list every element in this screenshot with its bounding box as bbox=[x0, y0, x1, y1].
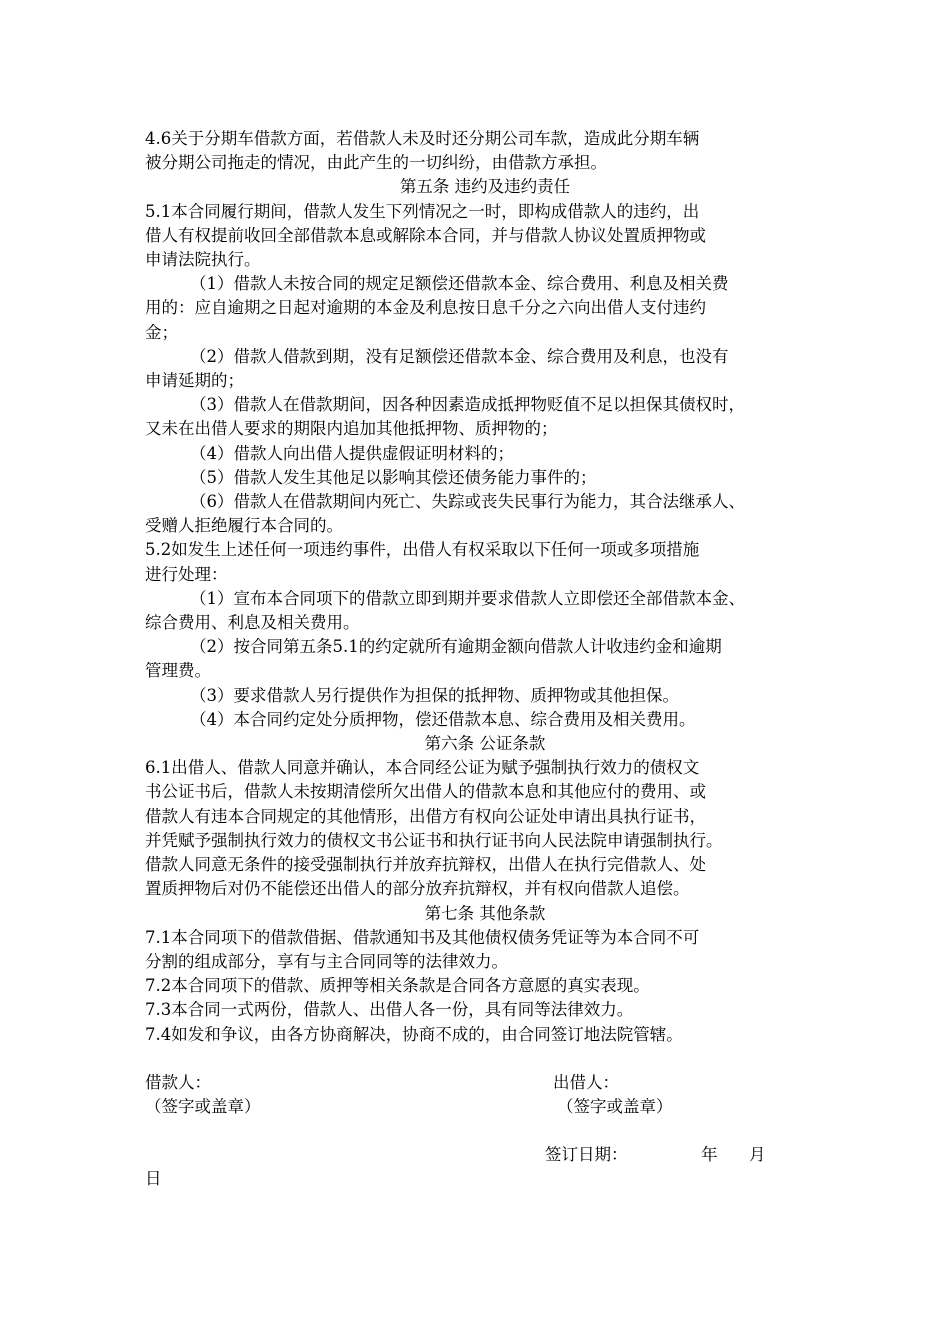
signature-labels bbox=[145, 1071, 825, 1095]
signing-date-row bbox=[145, 1143, 825, 1167]
measure-1-line2: 综合费用、利息及相关费用。 bbox=[145, 613, 360, 633]
borrower-sign-note: （签字或盖章） bbox=[145, 1096, 261, 1116]
clause-4-6-line2: 被分期公司拖走的情况，由此产生的一切纠纷，由借款方承担。 bbox=[145, 153, 607, 173]
item-6-line2: 受赠人拒绝履行本合同的。 bbox=[145, 516, 343, 536]
date-day: 日 bbox=[145, 1169, 162, 1189]
item-1-line1: （1）借款人未按合同的规定足额偿还借款本金、综合费用、利息及相关费 bbox=[190, 274, 729, 294]
measure-2-line2: 管理费。 bbox=[145, 661, 211, 681]
clause-6-1-line2: 书公证书后，借款人未按期清偿所欠出借人的借款本息和其他应付的费用、或 bbox=[145, 782, 706, 802]
measure-3: （3）要求借款人另行提供作为担保的抵押物、质押物或其他担保。 bbox=[190, 685, 679, 705]
item-1-line3: 金； bbox=[145, 322, 178, 342]
date-year: 年 bbox=[701, 1145, 718, 1165]
measure-4: （4）本合同约定处分质押物，偿还借款本息、综合费用及相关费用。 bbox=[190, 709, 696, 729]
date-label: 签订日期： bbox=[545, 1145, 628, 1165]
item-4: （4）借款人向出借人提供虚假证明材料的； bbox=[190, 443, 514, 463]
clause-6-1-line1: 6.1出借人、借款人同意并确认，本合同经公证为赋予强制执行效力的债权文 bbox=[145, 758, 700, 778]
clause-6-1-line4: 并凭赋予强制执行效力的债权文书公证书和执行证书向人民法院申请强制执行。 bbox=[145, 830, 723, 850]
clause-7-1-line2: 分割的组成部分，享有与主合同同等的法律效力。 bbox=[145, 951, 508, 971]
clause-5-1-line1: 5.1本合同履行期间，借款人发生下列情况之一时，即构成借款人的违约，出 bbox=[145, 201, 700, 221]
borrower-label: 借款人： bbox=[145, 1072, 211, 1092]
lender-label: 出借人： bbox=[553, 1072, 619, 1092]
contract-page bbox=[145, 127, 825, 1191]
item-3-line2: 又未在出借人要求的期限内追加其他抵押物、质押物的； bbox=[145, 419, 558, 439]
measure-1-line1: （1）宣布本合同项下的借款立即到期并要求借款人立即偿还全部借款本金、 bbox=[190, 588, 745, 608]
clause-5-2-line2: 进行处理： bbox=[145, 564, 228, 584]
clause-7-2: 7.2本合同项下的借款、质押等相关条款是合同各方意愿的真实表现。 bbox=[145, 976, 650, 996]
clause-7-4: 7.4如发和争议，由各方协商解决，协商不成的，由合同签订地法院管辖。 bbox=[145, 1024, 683, 1044]
date-month: 月 bbox=[749, 1145, 766, 1165]
clause-7-3: 7.3本合同一式两份，借款人、出借人各一份，具有同等法律效力。 bbox=[145, 1000, 634, 1020]
article-6-heading: 第六条 公证条款 bbox=[424, 734, 546, 754]
clause-6-1-line6: 置质押物后对仍不能偿还出借人的部分放弃抗辩权，并有权向借款人追偿。 bbox=[145, 879, 690, 899]
clause-7-1-line1: 7.1本合同项下的借款借据、借款通知书及其他债权债务凭证等为本合同不可 bbox=[145, 927, 700, 947]
lender-sign-note: （签字或盖章） bbox=[557, 1096, 673, 1116]
item-5: （5）借款人发生其他足以影响其偿还债务能力事件的； bbox=[190, 467, 597, 487]
item-2-line1: （2）借款人借款到期，没有足额偿还借款本金、综合费用及利息，也没有 bbox=[190, 346, 729, 366]
item-6-line1: （6）借款人在借款期间内死亡、失踪或丧失民事行为能力，其合法继承人、 bbox=[190, 492, 745, 512]
signature-notes bbox=[145, 1095, 825, 1119]
article-7-heading: 第七条 其他条款 bbox=[424, 903, 546, 923]
clause-5-1-line3: 申请法院执行。 bbox=[145, 250, 261, 270]
item-1-line2: 用的：应自逾期之日起对逾期的本金及利息按日息千分之六向出借人支付违约 bbox=[145, 298, 706, 318]
measure-2-line1: （2）按合同第五条5.1的约定就所有逾期金额向借款人计收违约金和逾期 bbox=[190, 637, 722, 657]
spacer bbox=[145, 1047, 825, 1071]
clause-5-1-line2: 借人有权提前收回全部借款本息或解除本合同，并与借款人协议处置质押物或 bbox=[145, 225, 706, 245]
clause-5-2-line1: 5.2如发生上述任何一项违约事件，出借人有权采取以下任何一项或多项措施 bbox=[145, 540, 700, 560]
clause-4-6-line1: 4.6关于分期车借款方面，若借款人未及时还分期公司车款，造成此分期车辆 bbox=[145, 129, 700, 148]
item-3-line1: （3）借款人在借款期间，因各种因素造成抵押物贬值不足以担保其债权时， bbox=[190, 395, 745, 415]
article-5-heading: 第五条 违约及违约责任 bbox=[399, 177, 571, 197]
clause-6-1-line5: 借款人同意无条件的接受强制执行并放弃抗辩权，出借人在执行完借款人、处 bbox=[145, 855, 706, 875]
item-2-line2: 申请延期的； bbox=[145, 371, 244, 391]
clause-6-1-line3: 借款人有违本合同规定的其他情形，出借方有权向公证处申请出具执行证书， bbox=[145, 806, 706, 826]
